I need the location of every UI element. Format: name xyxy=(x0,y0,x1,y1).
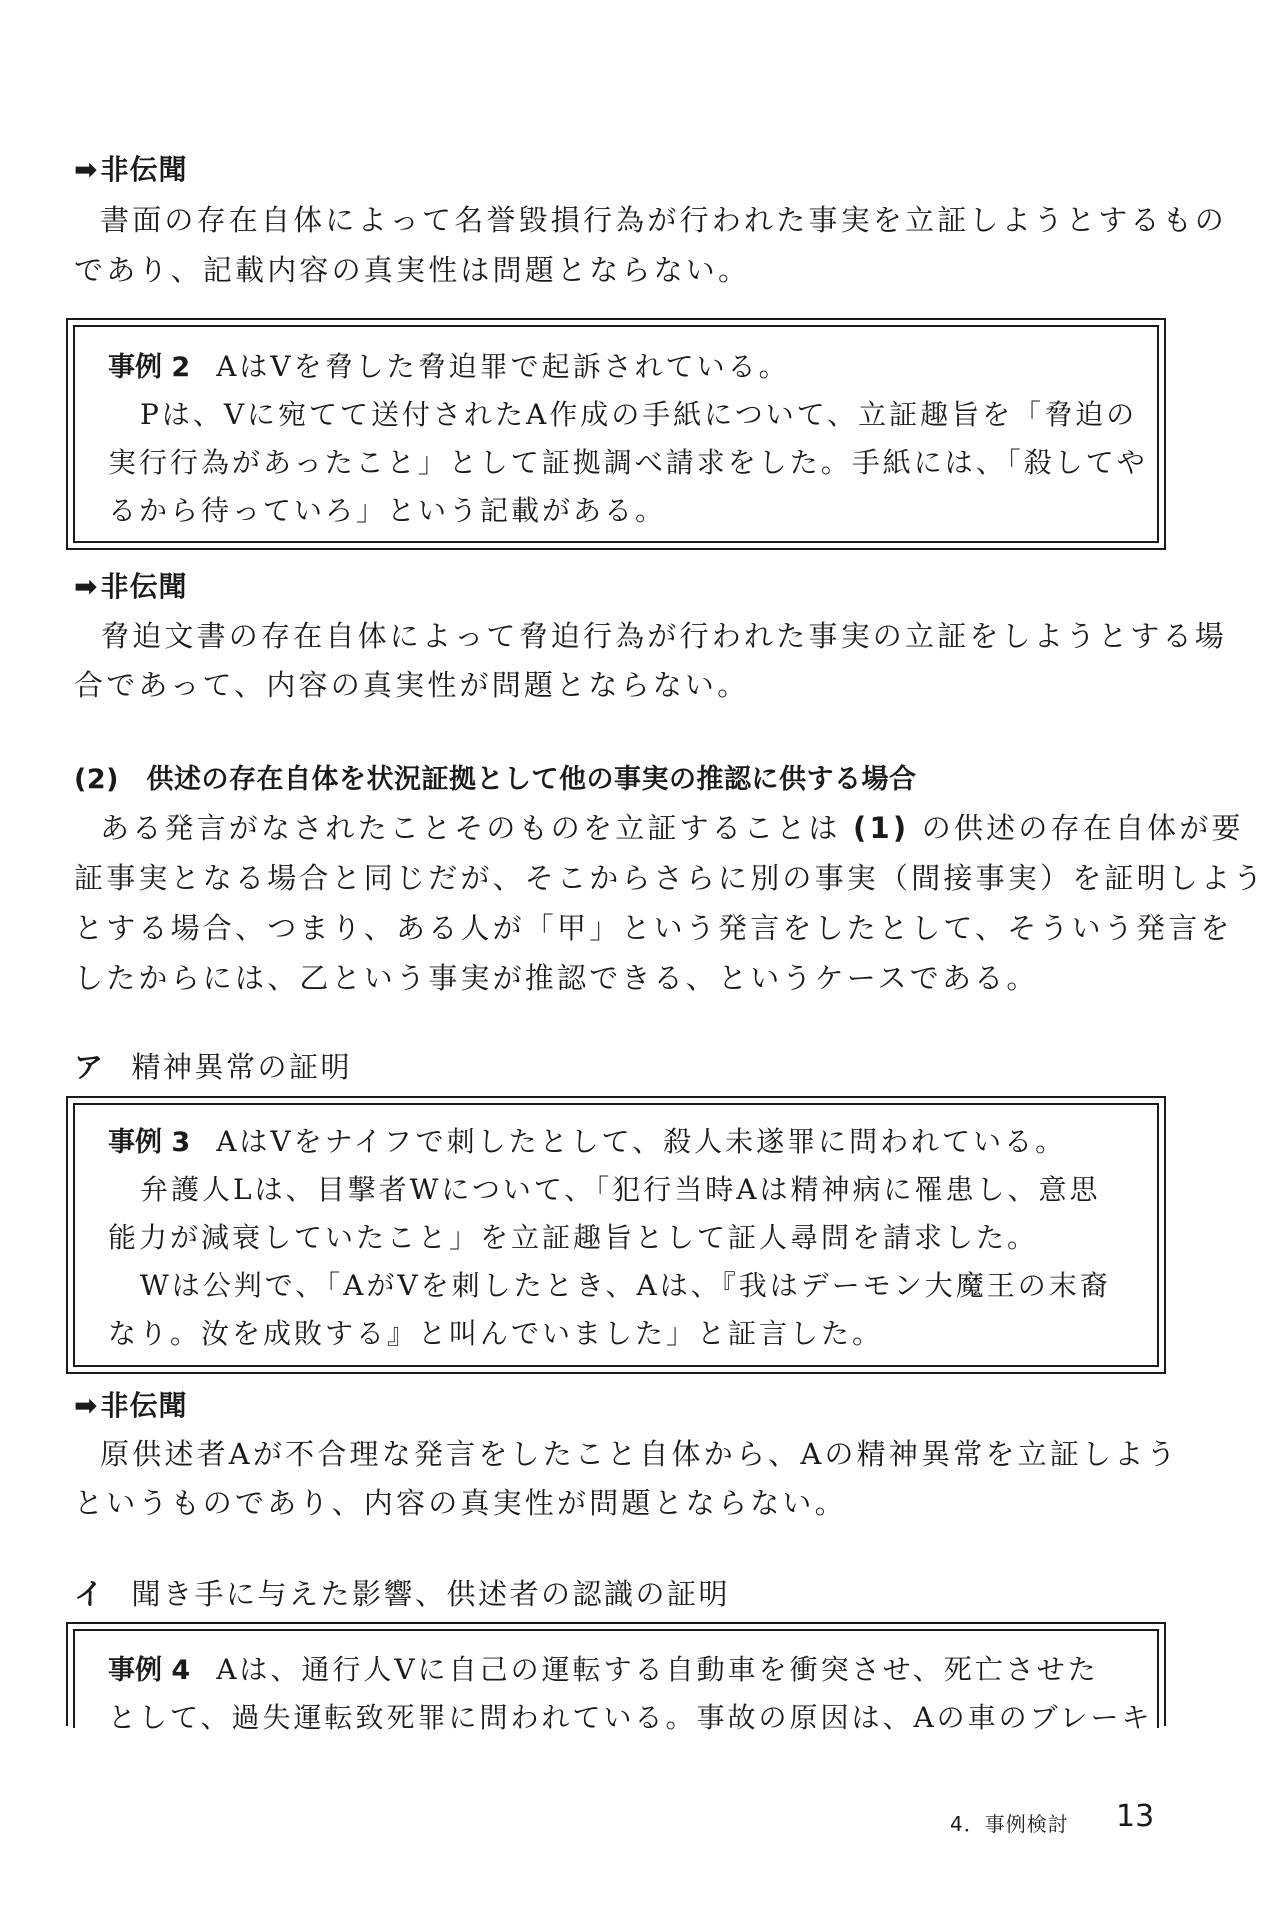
subsection-heading-i: イ 聞き手に与えた影響、供述者の認識の証明 xyxy=(74,1577,731,1611)
running-footer-section: 4．事例検討 xyxy=(950,1812,1069,1836)
page-number: 13 xyxy=(1116,1799,1155,1834)
paragraph-line: であり、記載内容の真実性は問題とならない。 xyxy=(74,253,751,287)
paragraph-line: とする場合、つまり、ある人が「甲」という発言をしたとして、そういう発言を xyxy=(74,911,1233,945)
case-3-line: Wは公判で、「AがVを刺したとき、Aは、『我はデーモン大魔王の末裔 xyxy=(140,1269,1111,1302)
case-3-label: 事例 3 xyxy=(108,1127,191,1158)
case-3-line: なり。汝を成敗する』と叫んでいました」と証言した。 xyxy=(108,1317,884,1350)
case-4-line: 事例 4 Aは、通行人Vに自己の運転する自動車を衝突させ、死亡させた xyxy=(108,1653,1099,1686)
right-arrow-icon: ➡ xyxy=(74,153,99,186)
case-2-line: るから待っていろ」という記載がある。 xyxy=(108,494,667,527)
paragraph-line: 脅迫文書の存在自体によって脅迫行為が行われた事実の立証をしようとする場 xyxy=(100,619,1228,653)
subsection-heading-a: ア 精神異常の証明 xyxy=(74,1050,353,1084)
non-hearsay-heading: ➡非伝聞 xyxy=(74,1389,188,1422)
paragraph-line: 証事実となる場合と同じだが、そこからさらに別の事実（間接事実）を証明しよう xyxy=(74,861,1266,895)
case-3-line: 能力が減衰していたこと」を立証趣旨として証人尋問を請求した。 xyxy=(108,1221,1039,1254)
case-2-label: 事例 2 xyxy=(108,352,191,383)
case-3-line: 弁護人Lは、目撃者Wについて、「犯行当時Aは精神病に罹患し、意思 xyxy=(140,1173,1101,1206)
right-arrow-icon: ➡ xyxy=(74,570,99,603)
paragraph-line: というものであり、内容の真実性が問題とならない。 xyxy=(74,1486,847,1520)
case-4-line: として、過失運転致死罪に問われている。事故の原因は、Aの車のブレーキ xyxy=(108,1701,1153,1734)
paragraph-line: 合であって、内容の真実性が問題とならない。 xyxy=(74,668,750,702)
non-hearsay-heading: ➡非伝聞 xyxy=(74,570,188,603)
right-arrow-icon: ➡ xyxy=(74,1389,99,1422)
case-2-line: 実行行為があったこと」として証拠調べ請求をした。手紙には、「殺してや xyxy=(108,446,1148,479)
paragraph-line: 原供述者Aが不合理な発言をしたこと自体から、Aの精神異常を立証しよう xyxy=(100,1437,1179,1471)
non-hearsay-heading: ➡非伝聞 xyxy=(74,153,188,186)
case-4-label: 事例 4 xyxy=(108,1655,191,1686)
case-2-line: 事例 2 AはVを脅した脅迫罪で起訴されている。 xyxy=(108,350,790,383)
paragraph-line: ある発言がなされたことそのものを立証することは (1) の供述の存在自体が要 xyxy=(100,811,1244,845)
section-heading: (2) 供述の存在自体を状況証拠として他の事実の推認に供する場合 xyxy=(74,764,917,795)
case-3-line: 事例 3 AはVをナイフで刺したとして、殺人未遂罪に問われている。 xyxy=(108,1125,1067,1158)
paragraph-line: 書面の存在自体によって名誉毀損行為が行われた事実を立証しようとするもの xyxy=(100,203,1228,237)
case-2-line: Pは、Vに宛てて送付されたA作成の手紙について、立証趣旨を「脅迫の xyxy=(140,398,1138,431)
paragraph-line: したからには、乙という事実が推認できる、というケースである。 xyxy=(74,961,1039,995)
